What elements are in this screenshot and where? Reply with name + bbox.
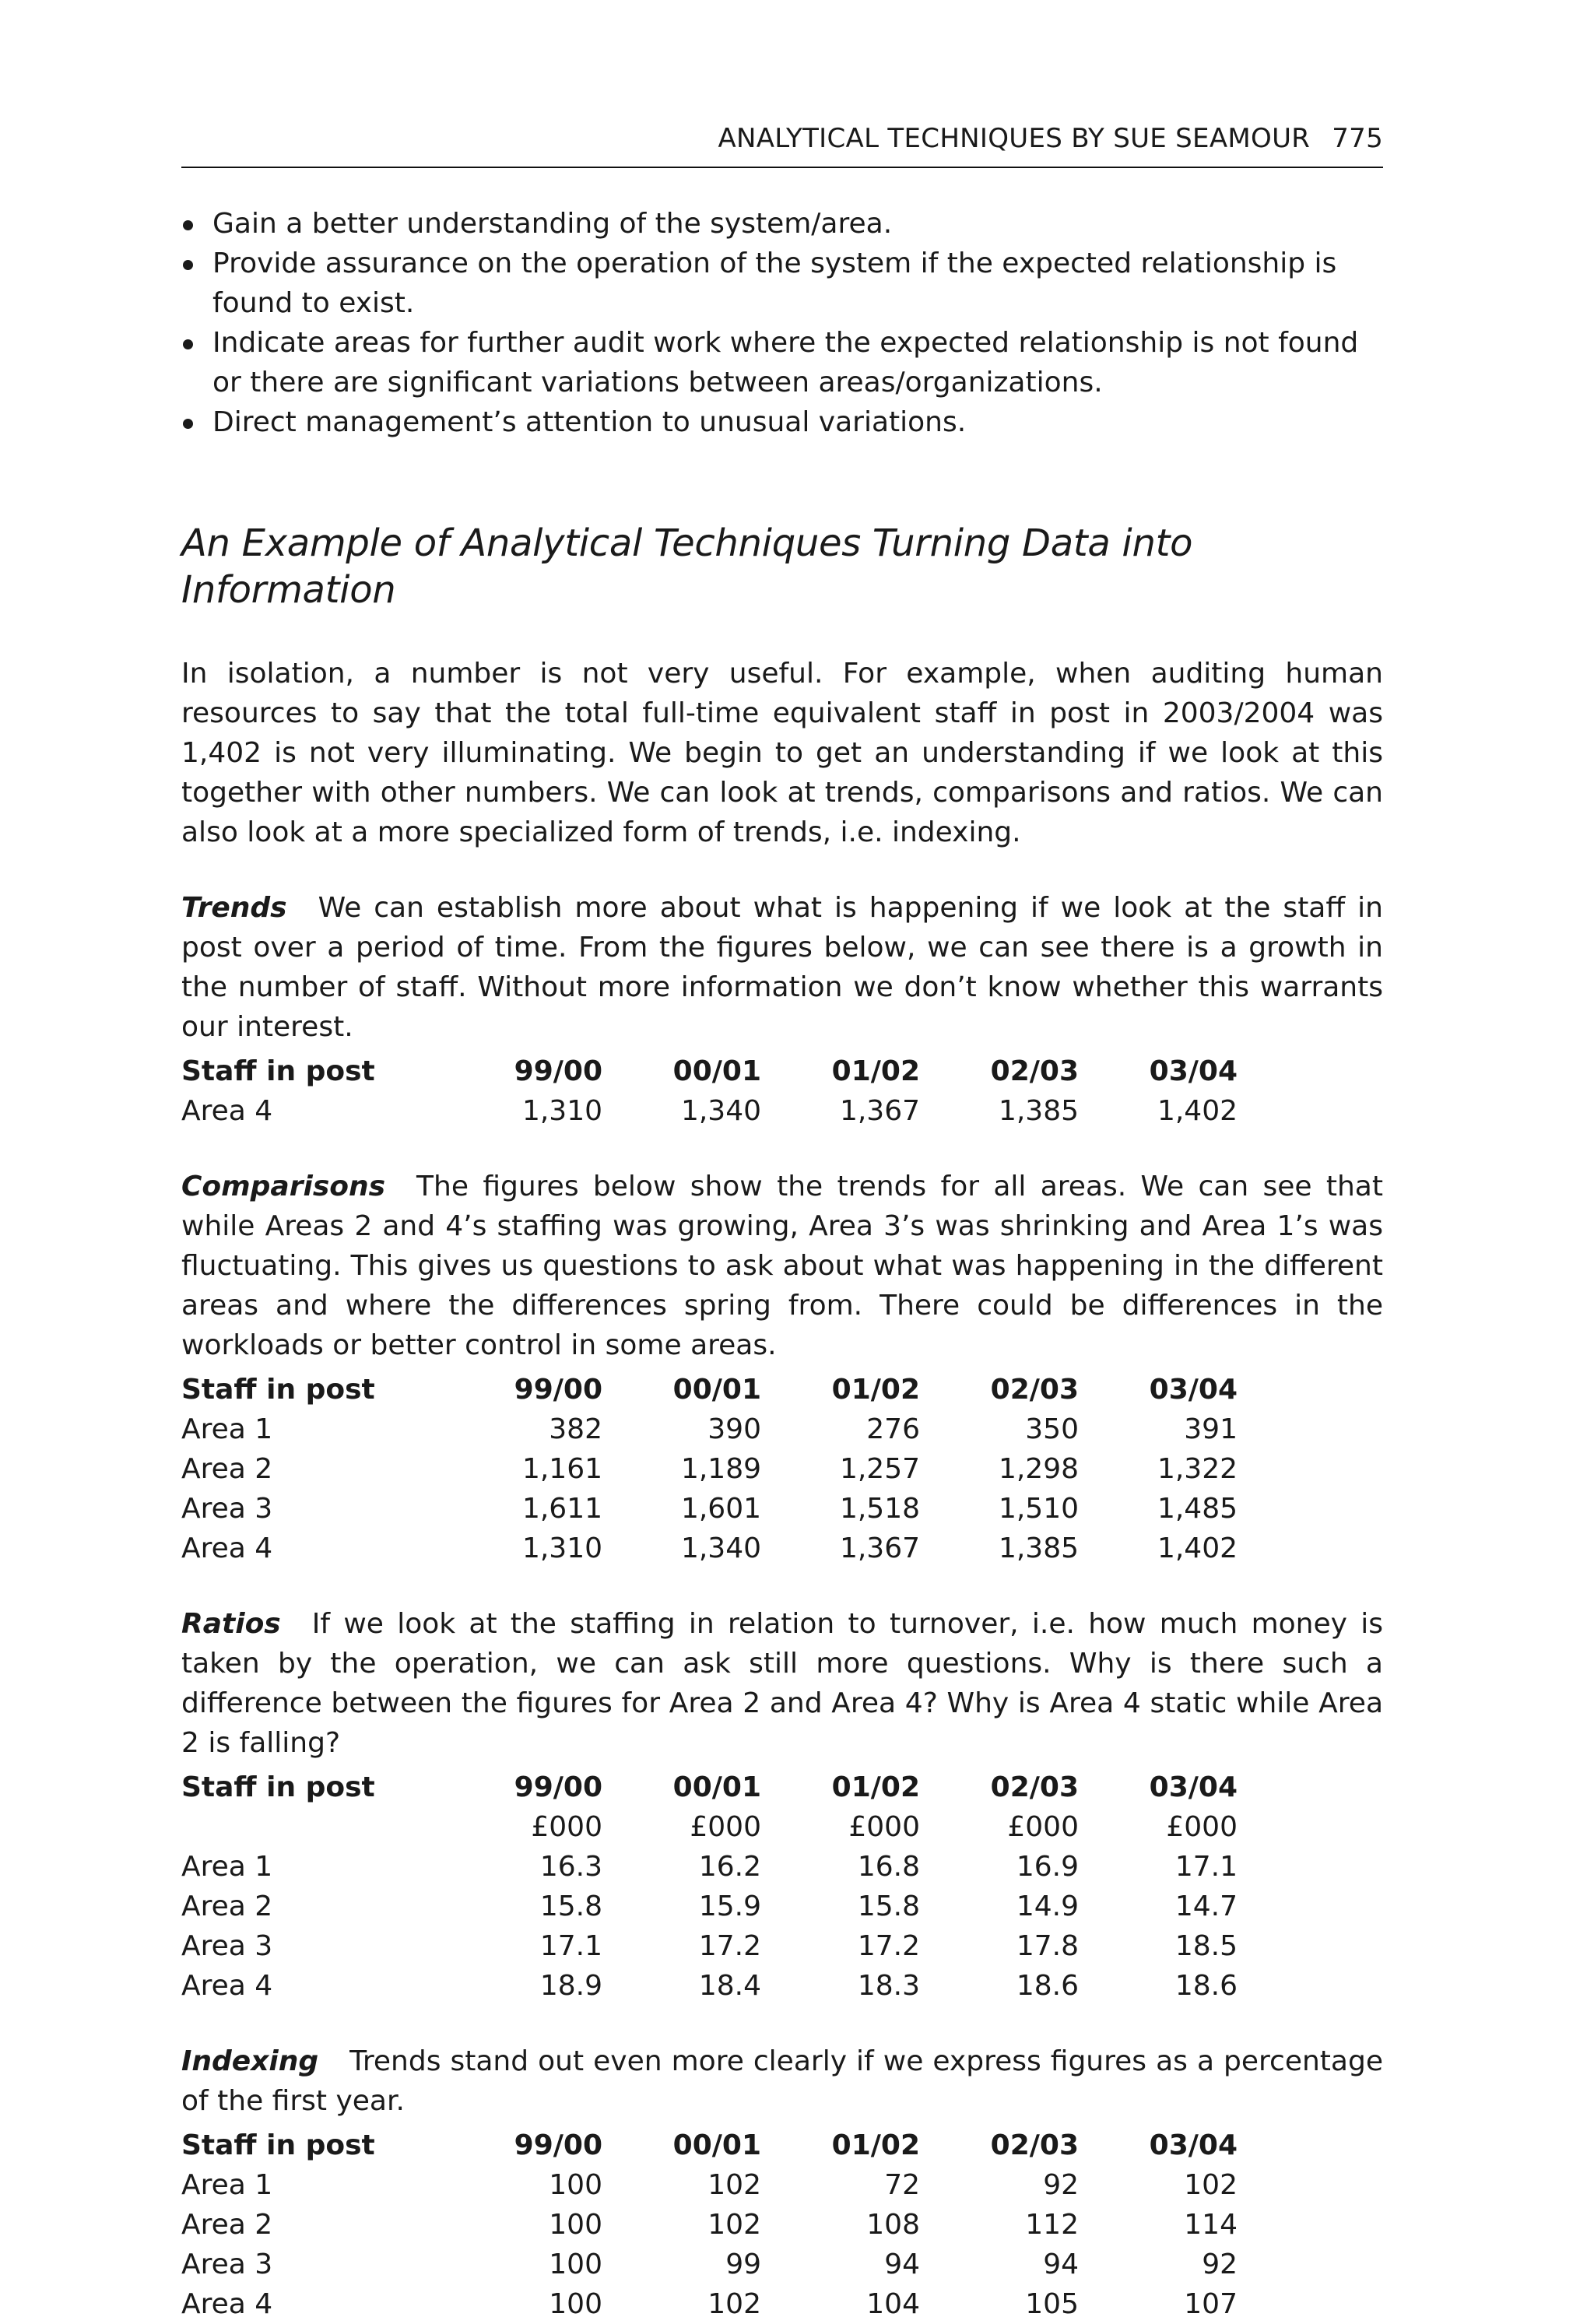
table-header-row [181,1051,1238,1091]
page-body [181,204,1383,2324]
table-header-row [181,1768,1238,1807]
table-cell: 17.1 [1174,1851,1238,1883]
page-number: 775 [1332,123,1383,154]
bullet-icon [183,260,193,270]
table-cell: 16.3 [539,1851,602,1883]
table-cell: 102 [707,2209,761,2241]
table-row [181,1966,1238,2006]
table-cell: 18.6 [1016,1970,1079,2002]
indexing-keyword: Indexing [181,2045,319,2077]
table-cell: 1,257 [839,1453,920,1485]
table-cell: 102 [1184,2169,1238,2201]
row-label: Area 4 [181,1970,273,2002]
bullet-icon [183,339,193,349]
table-row [181,1489,1238,1529]
column-header: 00/01 [672,1055,761,1087]
table-cell: 100 [549,2288,602,2320]
table-cell: 391 [1184,1413,1238,1445]
section-heading: An Example of Analytical Techniques Turning Data into Information [181,521,1193,612]
table-cell: 18.9 [539,1970,602,2002]
row-label: Area 2 [181,2209,273,2241]
row-label: Area 1 [181,1413,273,1445]
column-header: 03/04 [1149,1055,1238,1087]
table-cell: 108 [866,2209,920,2241]
table-cell: 1,340 [680,1532,761,1564]
row-label: Area 4 [181,1532,273,1564]
table-cell: 72 [884,2169,920,2201]
list-item: Gain a better understanding of the system/area. [181,204,1383,244]
indexing-text: Trends stand out even more clearly if we express figures as a percentage of the first year. [181,2045,1383,2117]
table-cell: 100 [549,2169,602,2201]
column-header: Staff in post [181,1771,375,1803]
table-cell: 16.9 [1016,1851,1079,1883]
table-cell: 1,310 [521,1532,602,1564]
table-cell: 94 [884,2249,920,2280]
table-cell: 17.8 [1016,1930,1079,1962]
list-item: Direct management’s attention to unusual variations. [181,402,1383,442]
table-cell: 1,611 [521,1493,602,1525]
table-cell: 1,189 [680,1453,761,1485]
table-cell: 1,402 [1157,1095,1238,1127]
table-cell: 1,161 [521,1453,602,1485]
trends-keyword: Trends [181,892,287,924]
intro-paragraph: In isolation, a number is not very useful. For example, when auditing human resources to say that the total full-time equivalent staff in post in 2003/2004 was 1,402 is not very illuminating. We begin to get an understanding if we look at this together with other numbers. We can look at trends, comparisons and ratios. We can also look at a more specialized form of trends, i.e. indexing. [181,658,1383,848]
table-cell: 16.8 [857,1851,920,1883]
unit-cell: £000 [1007,1811,1079,1843]
table-cell: 18.6 [1174,1970,1238,2002]
comparisons-keyword: Comparisons [181,1171,386,1202]
table-cell: 114 [1184,2209,1238,2241]
table-cell: 1,601 [680,1493,761,1525]
table-cell: 276 [866,1413,920,1445]
table-cell: 16.2 [698,1851,761,1883]
unit-cell: £000 [690,1811,761,1843]
row-label: Area 3 [181,1493,273,1525]
table-cell: 17.1 [539,1930,602,1962]
column-header: 02/03 [990,1374,1079,1406]
column-header: 03/04 [1149,1374,1238,1406]
row-label: Area 3 [181,2249,273,2280]
list-item: Provide assurance on the operation of the system if the expected relationship is found to exist. [181,244,1383,323]
table-row [181,2245,1238,2284]
table-cell: 99 [725,2249,761,2280]
table-row [181,1887,1238,1926]
list-item: Indicate areas for further audit work where the expected relationship is not found or there are significant variations between areas/organizations. [181,323,1383,402]
table-cell: 107 [1184,2288,1238,2320]
table-cell: 18.3 [857,1970,920,2002]
column-header: 02/03 [990,1055,1079,1087]
table-cell: 1,298 [998,1453,1079,1485]
row-label: Area 1 [181,1851,273,1883]
indexing-paragraph [181,2041,1383,2121]
column-header: 03/04 [1149,1771,1238,1803]
table-cell: 92 [1202,2249,1238,2280]
row-label: Area 2 [181,1453,273,1485]
row-label: Area 3 [181,1930,273,1962]
table-row [181,1847,1238,1887]
table-row [181,1449,1238,1489]
running-header-title: ANALYTICAL TECHNIQUES BY SUE SEAMOUR [718,123,1311,154]
column-header: 01/02 [831,2129,920,2161]
column-header: 01/02 [831,1771,920,1803]
ratios-text: If we look at the staffing in relation to turnover, i.e. how much money is taken by the operation, we can ask still more questions. Why is there such a difference between the figures for Area 2 and Area 4? Why is Area 4 static while Area 2 is falling? [181,1608,1383,1759]
column-header: 99/00 [514,1055,602,1087]
table-cell: 17.2 [698,1930,761,1962]
table-cell: 102 [707,2288,761,2320]
row-label: Area 4 [181,2288,273,2320]
column-header: 01/02 [831,1374,920,1406]
table-cell: 390 [707,1413,761,1445]
table-row [181,1926,1238,1966]
comparisons-paragraph [181,1167,1383,1365]
column-header: 03/04 [1149,2129,1238,2161]
running-header [181,123,1383,154]
ratios-table [181,1768,1238,2006]
table-cell: 382 [549,1413,602,1445]
table-cell: 1,310 [521,1095,602,1127]
table-cell: 104 [866,2288,920,2320]
column-header: 02/03 [990,1771,1079,1803]
row-label: Area 2 [181,1890,273,1922]
table-cell: 350 [1025,1413,1079,1445]
column-header: 02/03 [990,2129,1079,2161]
column-header: Staff in post [181,1374,375,1406]
column-header: Staff in post [181,1055,375,1087]
table-cell: 14.9 [1016,1890,1079,1922]
table-units-row [181,1807,1238,1847]
table-cell: 1,367 [839,1532,920,1564]
row-label: Area 1 [181,2169,273,2201]
table-row [181,1529,1238,1568]
table-header-row [181,2126,1238,2165]
trends-table [181,1051,1238,1131]
table-header-row [181,1370,1238,1409]
table-cell: 1,402 [1157,1532,1238,1564]
column-header: 00/01 [672,2129,761,2161]
bullet-icon [183,220,193,230]
table-cell: 1,385 [998,1095,1079,1127]
column-header: 99/00 [514,1771,602,1803]
table-cell: 18.5 [1174,1930,1238,1962]
column-header: 99/00 [514,1374,602,1406]
table-row [181,2205,1238,2245]
table-cell: 14.7 [1174,1890,1238,1922]
ratios-paragraph [181,1604,1383,1763]
column-header: 01/02 [831,1055,920,1087]
table-cell: 1,518 [839,1493,920,1525]
table-row [181,1091,1238,1131]
table-cell: 15.8 [539,1890,602,1922]
table-cell: 102 [707,2169,761,2201]
unit-cell: £000 [531,1811,602,1843]
ratios-keyword: Ratios [181,1608,281,1640]
unit-cell: £000 [848,1811,920,1843]
comparisons-table [181,1370,1238,1568]
table-cell: 112 [1025,2209,1079,2241]
table-cell: 100 [549,2249,602,2280]
table-cell: 1,385 [998,1532,1079,1564]
column-header: Staff in post [181,2129,375,2161]
column-header: 99/00 [514,2129,602,2161]
table-cell: 18.4 [698,1970,761,2002]
table-row [181,1409,1238,1449]
table-cell: 1,340 [680,1095,761,1127]
table-cell: 1,322 [1157,1453,1238,1485]
table-cell: 1,367 [839,1095,920,1127]
trends-paragraph [181,888,1383,1047]
table-cell: 94 [1043,2249,1079,2280]
table-cell: 105 [1025,2288,1079,2320]
header-rule [181,167,1383,168]
table-row [181,2165,1238,2205]
table-cell: 1,485 [1157,1493,1238,1525]
comparisons-text: The figures below show the trends for all areas. We can see that while Areas 2 and 4’s staffing was growing, Area 3’s was shrinking and Area 1’s was fluctuating. This gives us questions to ask about what was happening in the different areas and where the differences spring from. There could be differences in the workloads or better control in some areas. [181,1171,1383,1361]
column-header: 00/01 [672,1771,761,1803]
row-label [181,1807,444,1847]
column-header: 00/01 [672,1374,761,1406]
table-cell: 15.8 [857,1890,920,1922]
unit-cell: £000 [1166,1811,1238,1843]
bullet-list [181,204,1383,442]
table-row [181,2284,1238,2324]
table-cell: 92 [1043,2169,1079,2201]
row-label: Area 4 [181,1095,273,1127]
table-cell: 15.9 [698,1890,761,1922]
table-cell: 100 [549,2209,602,2241]
trends-text: We can establish more about what is happening if we look at the staff in post over a period of time. From the figures below, we can see there is a growth in the number of staff. Without more information we don’t know whether this warrants our interest. [181,892,1383,1043]
table-cell: 17.2 [857,1930,920,1962]
bullet-icon [183,419,193,429]
indexing-table [181,2126,1238,2324]
table-cell: 1,510 [998,1493,1079,1525]
